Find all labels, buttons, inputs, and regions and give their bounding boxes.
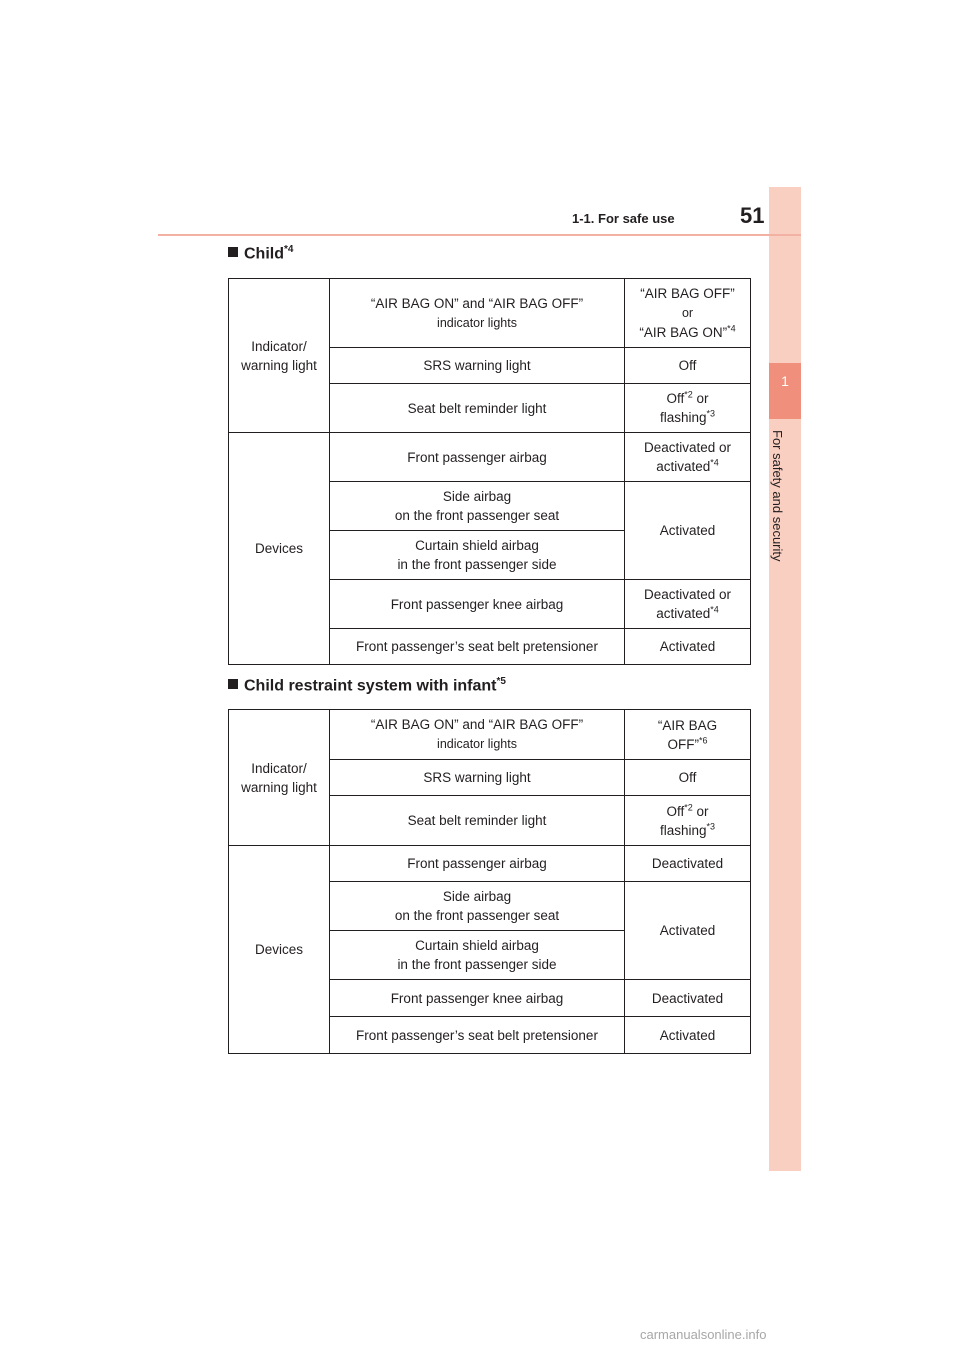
child-table: [228, 278, 751, 665]
page-number: 51: [740, 203, 765, 228]
square-bullet-icon: [228, 247, 238, 257]
group-indicator-cell: Indicator/ warning light: [229, 279, 330, 433]
state-cell: Off$^{*2}$ or flashing$^{*3}$: [625, 796, 751, 846]
item-cell: Seat belt reminder light: [330, 796, 625, 846]
state-cell: Deactivated or activated$^{*4}$: [625, 433, 751, 482]
item-cell: Front passenger’s seat belt pretensioner: [330, 1017, 625, 1054]
heading-text: Child restraint system with infant: [244, 677, 497, 695]
header-state-cell: “AIR BAG OFF” or “AIR BAG ON”$^{*4}$: [625, 279, 751, 348]
table-row: [229, 710, 751, 760]
group-indicator-cell: Indicator/ warning light: [229, 710, 330, 846]
heading-note: *5: [496, 676, 506, 687]
header-rule: [158, 234, 801, 236]
header-item-cell: “AIR BAG ON” and “AIR BAG OFF” indicator lights: [330, 279, 625, 348]
heading-text: Child: [244, 245, 284, 263]
item-cell: Side airbag on the front passenger seat: [330, 882, 625, 931]
item-cell: Curtain shield airbag in the front passenger side: [330, 531, 625, 580]
section-heading-child: [228, 244, 293, 263]
chapter-tab: [769, 363, 801, 419]
chapter-title: For safety and security: [770, 430, 785, 562]
table-row: [229, 279, 751, 348]
state-cell: Off$^{*2}$ or flashing$^{*3}$: [625, 384, 751, 433]
table-row: [229, 846, 751, 882]
state-cell: Activated: [625, 482, 751, 580]
state-cell: Off: [625, 760, 751, 796]
heading-note: *4: [284, 244, 294, 255]
state-cell: Deactivated or activated$^{*4}$: [625, 580, 751, 629]
table-row: [229, 433, 751, 482]
state-cell: Off: [625, 348, 751, 384]
item-cell: Front passenger knee airbag: [330, 580, 625, 629]
item-cell: Seat belt reminder light: [330, 384, 625, 433]
header-state-cell: “AIR BAG OFF”$^{*6}$: [625, 710, 751, 760]
state-cell: Deactivated: [625, 980, 751, 1017]
item-cell: SRS warning light: [330, 348, 625, 384]
header-item-cell: “AIR BAG ON” and “AIR BAG OFF” indicator lights: [330, 710, 625, 760]
section-heading-infant: [228, 676, 506, 695]
state-cell: Activated: [625, 629, 751, 665]
group-devices-cell: Devices: [229, 433, 330, 665]
square-bullet-icon: [228, 679, 238, 689]
item-cell: Front passenger airbag: [330, 433, 625, 482]
state-cell: Activated: [625, 1017, 751, 1054]
item-cell: Curtain shield airbag in the front passenger side: [330, 931, 625, 980]
watermark: carmanualsonline.info: [640, 1327, 767, 1342]
item-cell: Front passenger knee airbag: [330, 980, 625, 1017]
item-cell: SRS warning light: [330, 760, 625, 796]
infant-table: [228, 709, 751, 1054]
section-label: 1-1. For safe use: [572, 211, 675, 226]
item-cell: Front passenger’s seat belt pretensioner: [330, 629, 625, 665]
state-cell: Activated: [625, 882, 751, 980]
group-devices-cell: Devices: [229, 846, 330, 1054]
item-cell: Side airbag on the front passenger seat: [330, 482, 625, 531]
item-cell: Front passenger airbag: [330, 846, 625, 882]
chapter-number: 1: [781, 373, 789, 389]
state-cell: Deactivated: [625, 846, 751, 882]
chapter-side-strip: [769, 187, 801, 1171]
